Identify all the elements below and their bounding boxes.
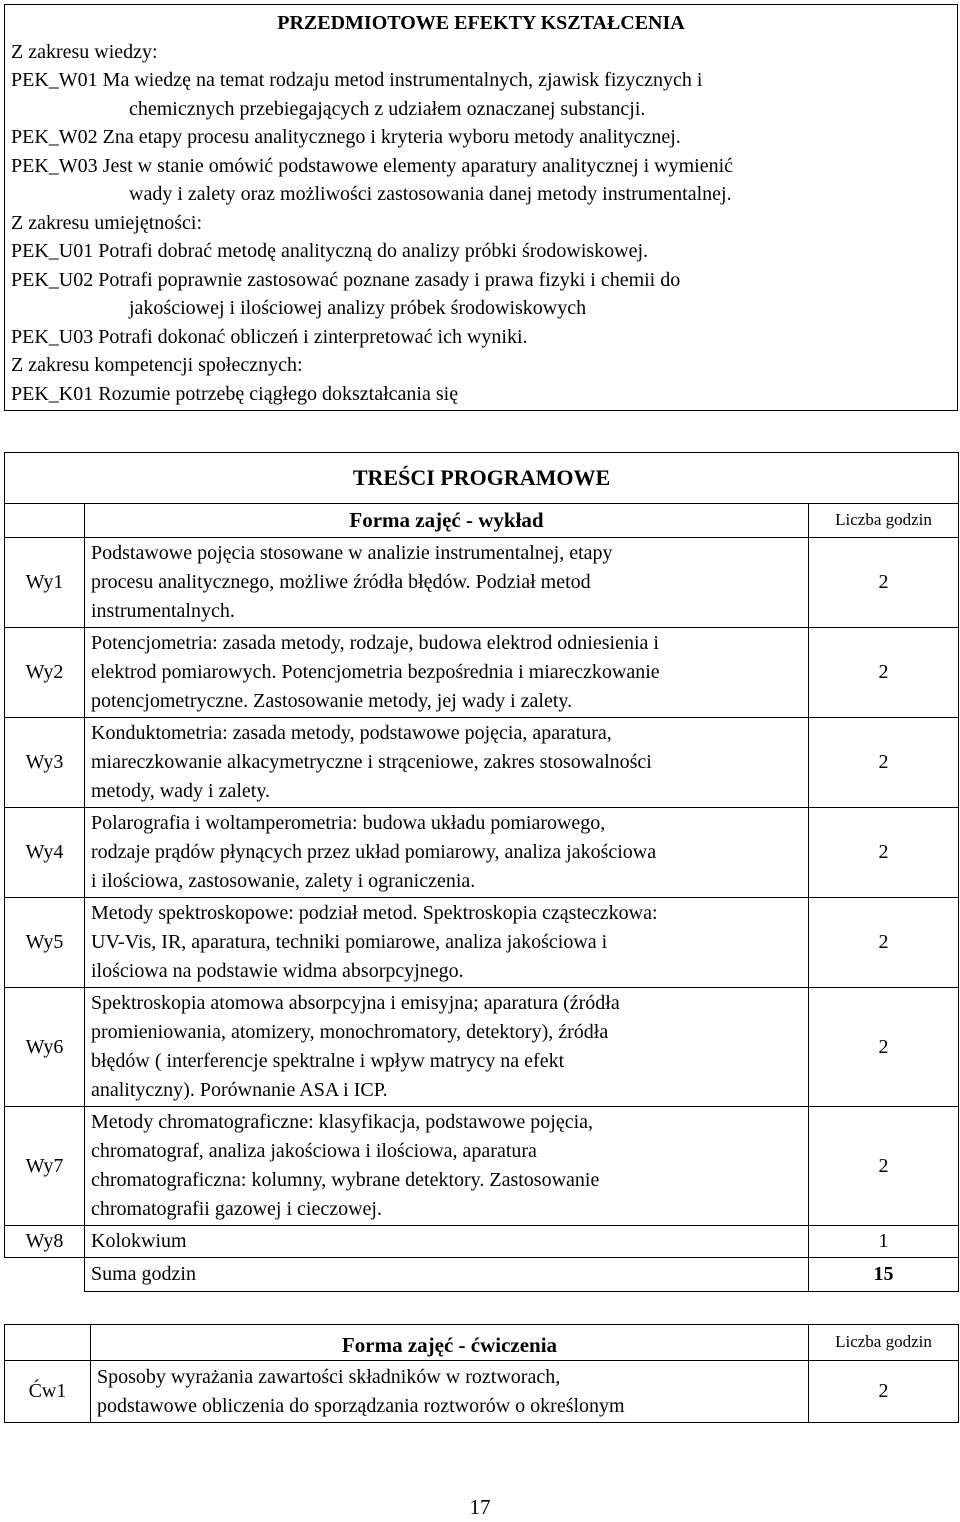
lecture-description-line: chromatografii gazowej i cieczowej.	[91, 1198, 382, 1220]
lecture-code: Wy7	[5, 1107, 85, 1226]
outcome-u03: PEK_U03 Potrafi dokonać obliczeń i zinterpretować ich wyniki.	[11, 325, 528, 348]
lecture-description	[85, 898, 809, 988]
lecture-content-table	[4, 452, 959, 1292]
exercise-content-table	[4, 1324, 959, 1423]
sum-empty-cell	[5, 1258, 85, 1292]
lecture-hours: 2	[809, 988, 959, 1107]
exercise-description-line: podstawowe obliczenia do sporządzania roztworów o określonym	[97, 1395, 625, 1417]
lecture-code: Wy4	[5, 808, 85, 898]
lecture-description-line: potencjometryczne. Zastosowanie metody, jej wady i zalety.	[91, 690, 573, 712]
sum-label: Suma godzin	[85, 1258, 809, 1292]
lecture-description-line: Podstawowe pojęcia stosowane w analizie instrumentalnej, etapy	[91, 542, 613, 564]
program-content-title: TREŚCI PROGRAMOWE	[5, 453, 959, 504]
lecture-hours: 2	[809, 628, 959, 718]
exercise-code: Ćw1	[5, 1361, 91, 1423]
lecture-code: Wy8	[5, 1226, 85, 1258]
lecture-hours: 2	[809, 718, 959, 808]
lecture-description-line: metody, wady i zalety.	[91, 780, 271, 802]
outcome-w01-cont: chemicznych przebiegających z udziałem oznaczanej substancji.	[129, 97, 646, 120]
page-number: 17	[469, 1495, 491, 1519]
lecture-description	[85, 718, 809, 808]
lecture-description	[85, 628, 809, 718]
exercise-row	[5, 1361, 959, 1423]
lecture-description-line: Spektroskopia atomowa absorpcyjna i emisyjna; aparatura (źródła	[91, 992, 620, 1014]
outcome-w02: PEK_W02 Zna etapy procesu analitycznego i kryteria wyboru metody analitycznej.	[11, 126, 681, 148]
exercise-hours-header: Liczba godzin	[809, 1325, 959, 1361]
lecture-description	[85, 988, 809, 1107]
sum-hours: 15	[809, 1258, 959, 1292]
lecture-hours: 2	[809, 808, 959, 898]
exercise-description	[91, 1361, 809, 1423]
outcome-w03: PEK_W03 Jest w stanie omówić podstawowe elementy aparatury analitycznej i wymienić	[11, 154, 734, 177]
lecture-description-line: UV-Vis, IR, aparatura, techniki pomiarowe, analiza jakościowa i	[91, 931, 608, 953]
lecture-description-line: instrumentalnych.	[91, 600, 235, 622]
lecture-description-line: promieniowania, atomizery, monochromatory, detektory), źródła	[91, 1021, 609, 1043]
knowledge-header: Z zakresu wiedzy:	[11, 40, 158, 63]
competence-header: Z zakresu kompetencji społecznych:	[11, 354, 303, 376]
lecture-sum-row	[5, 1258, 959, 1292]
lecture-description-line: Polarografia i woltamperometria: budowa układu pomiarowego,	[91, 812, 606, 834]
lecture-description-line: analityczny). Porównanie ASA i ICP.	[91, 1079, 388, 1101]
lecture-code: Wy2	[5, 628, 85, 718]
lecture-code: Wy6	[5, 988, 85, 1107]
lecture-description-line: błędów ( interferencje spektralne i wpływ matrycy na efekt	[91, 1050, 565, 1072]
lecture-description-line: Potencjometria: zasada metody, rodzaje, budowa elektrod odniesienia i	[91, 632, 659, 654]
lecture-code: Wy1	[5, 538, 85, 628]
exercise-form-label: Forma zajęć - ćwiczenia	[91, 1325, 809, 1361]
exercise-hours: 2	[809, 1361, 959, 1423]
lecture-hours: 2	[809, 538, 959, 628]
lecture-form-label: Forma zajęć - wykład	[85, 504, 809, 538]
lecture-code: Wy5	[5, 898, 85, 988]
exercise-description-line: Sposoby wyrażania zawartości składników w roztworach,	[97, 1366, 561, 1388]
lecture-hours-header: Liczba godzin	[809, 504, 959, 538]
lecture-description-line: miareczkowanie alkacymetryczne i strąceniowe, zakres stosowalności	[91, 751, 652, 773]
lecture-description-line: Metody spektroskopowe: podział metod. Spektroskopia cząsteczkowa:	[91, 902, 658, 924]
outcome-w03-cont: wady i zalety oraz możliwości zastosowania danej metody instrumentalnej.	[129, 183, 732, 205]
lecture-row	[5, 538, 959, 628]
lecture-row	[5, 898, 959, 988]
outcome-k01: PEK_K01 Rozumie potrzebę ciągłego dokształcania się	[11, 382, 459, 405]
lecture-form-header-row	[5, 504, 959, 538]
exercise-form-header-row	[5, 1325, 959, 1361]
lecture-description	[85, 808, 809, 898]
lecture-description-line: rodzaje prądów płynących przez układ pomiarowy, analiza jakościowa	[91, 841, 657, 863]
lecture-hours: 2	[809, 898, 959, 988]
lecture-description	[85, 1107, 809, 1226]
lecture-row	[5, 1226, 959, 1258]
lecture-hours: 1	[809, 1226, 959, 1258]
lecture-description-line: chromatograf, analiza jakościowa i ilościowa, aparatura	[91, 1140, 537, 1162]
lecture-description-line: chromatograficzna: kolumny, wybrane detektory. Zastosowanie	[91, 1169, 600, 1191]
lecture-description-line: Konduktometria: zasada metody, podstawowe pojęcia, aparatura,	[91, 722, 612, 744]
lecture-description	[85, 538, 809, 628]
program-content-header-row	[5, 453, 959, 504]
outcome-u02-cont: jakościowej i ilościowej analizy próbek środowiskowych	[129, 297, 587, 319]
learning-outcomes-title: PRZEDMIOTOWE EFEKTY KSZTAŁCENIA	[277, 12, 685, 34]
learning-outcomes-box	[4, 4, 958, 411]
lecture-row	[5, 628, 959, 718]
outcome-u02: PEK_U02 Potrafi poprawnie zastosować poznane zasady i prawa fizyki i chemii do	[11, 268, 681, 291]
lecture-row	[5, 718, 959, 808]
outcome-u01: PEK_U01 Potrafi dobrać metodę analityczną do analizy próbki środowiskowej.	[11, 240, 649, 262]
exercise-code-header-cell	[5, 1325, 91, 1361]
lecture-description-line: Kolokwium	[91, 1230, 187, 1252]
lecture-description-line: i ilościowa, zastosowanie, zalety i ograniczenia.	[91, 870, 476, 892]
lecture-description-line: elektrod pomiarowych. Potencjometria bezpośrednia i miareczkowanie	[91, 661, 660, 683]
lecture-row	[5, 808, 959, 898]
lecture-description-line: ilościowa na podstawie widma absorpcyjnego.	[91, 960, 464, 982]
lecture-description-line: procesu analitycznego, możliwe źródła błędów. Podział metod	[91, 571, 591, 593]
outcome-w01: PEK_W01 Ma wiedzę na temat rodzaju metod instrumentalnych, zjawisk fizycznych i	[11, 69, 703, 91]
lecture-hours: 2	[809, 1107, 959, 1226]
skills-header: Z zakresu umiejętności:	[11, 211, 203, 234]
code-header-cell	[5, 504, 85, 538]
lecture-description	[85, 1226, 809, 1258]
lecture-description-line: Metody chromatograficzne: klasyfikacja, podstawowe pojęcia,	[91, 1111, 594, 1133]
lecture-row	[5, 1107, 959, 1226]
lecture-row	[5, 988, 959, 1107]
lecture-code: Wy3	[5, 718, 85, 808]
